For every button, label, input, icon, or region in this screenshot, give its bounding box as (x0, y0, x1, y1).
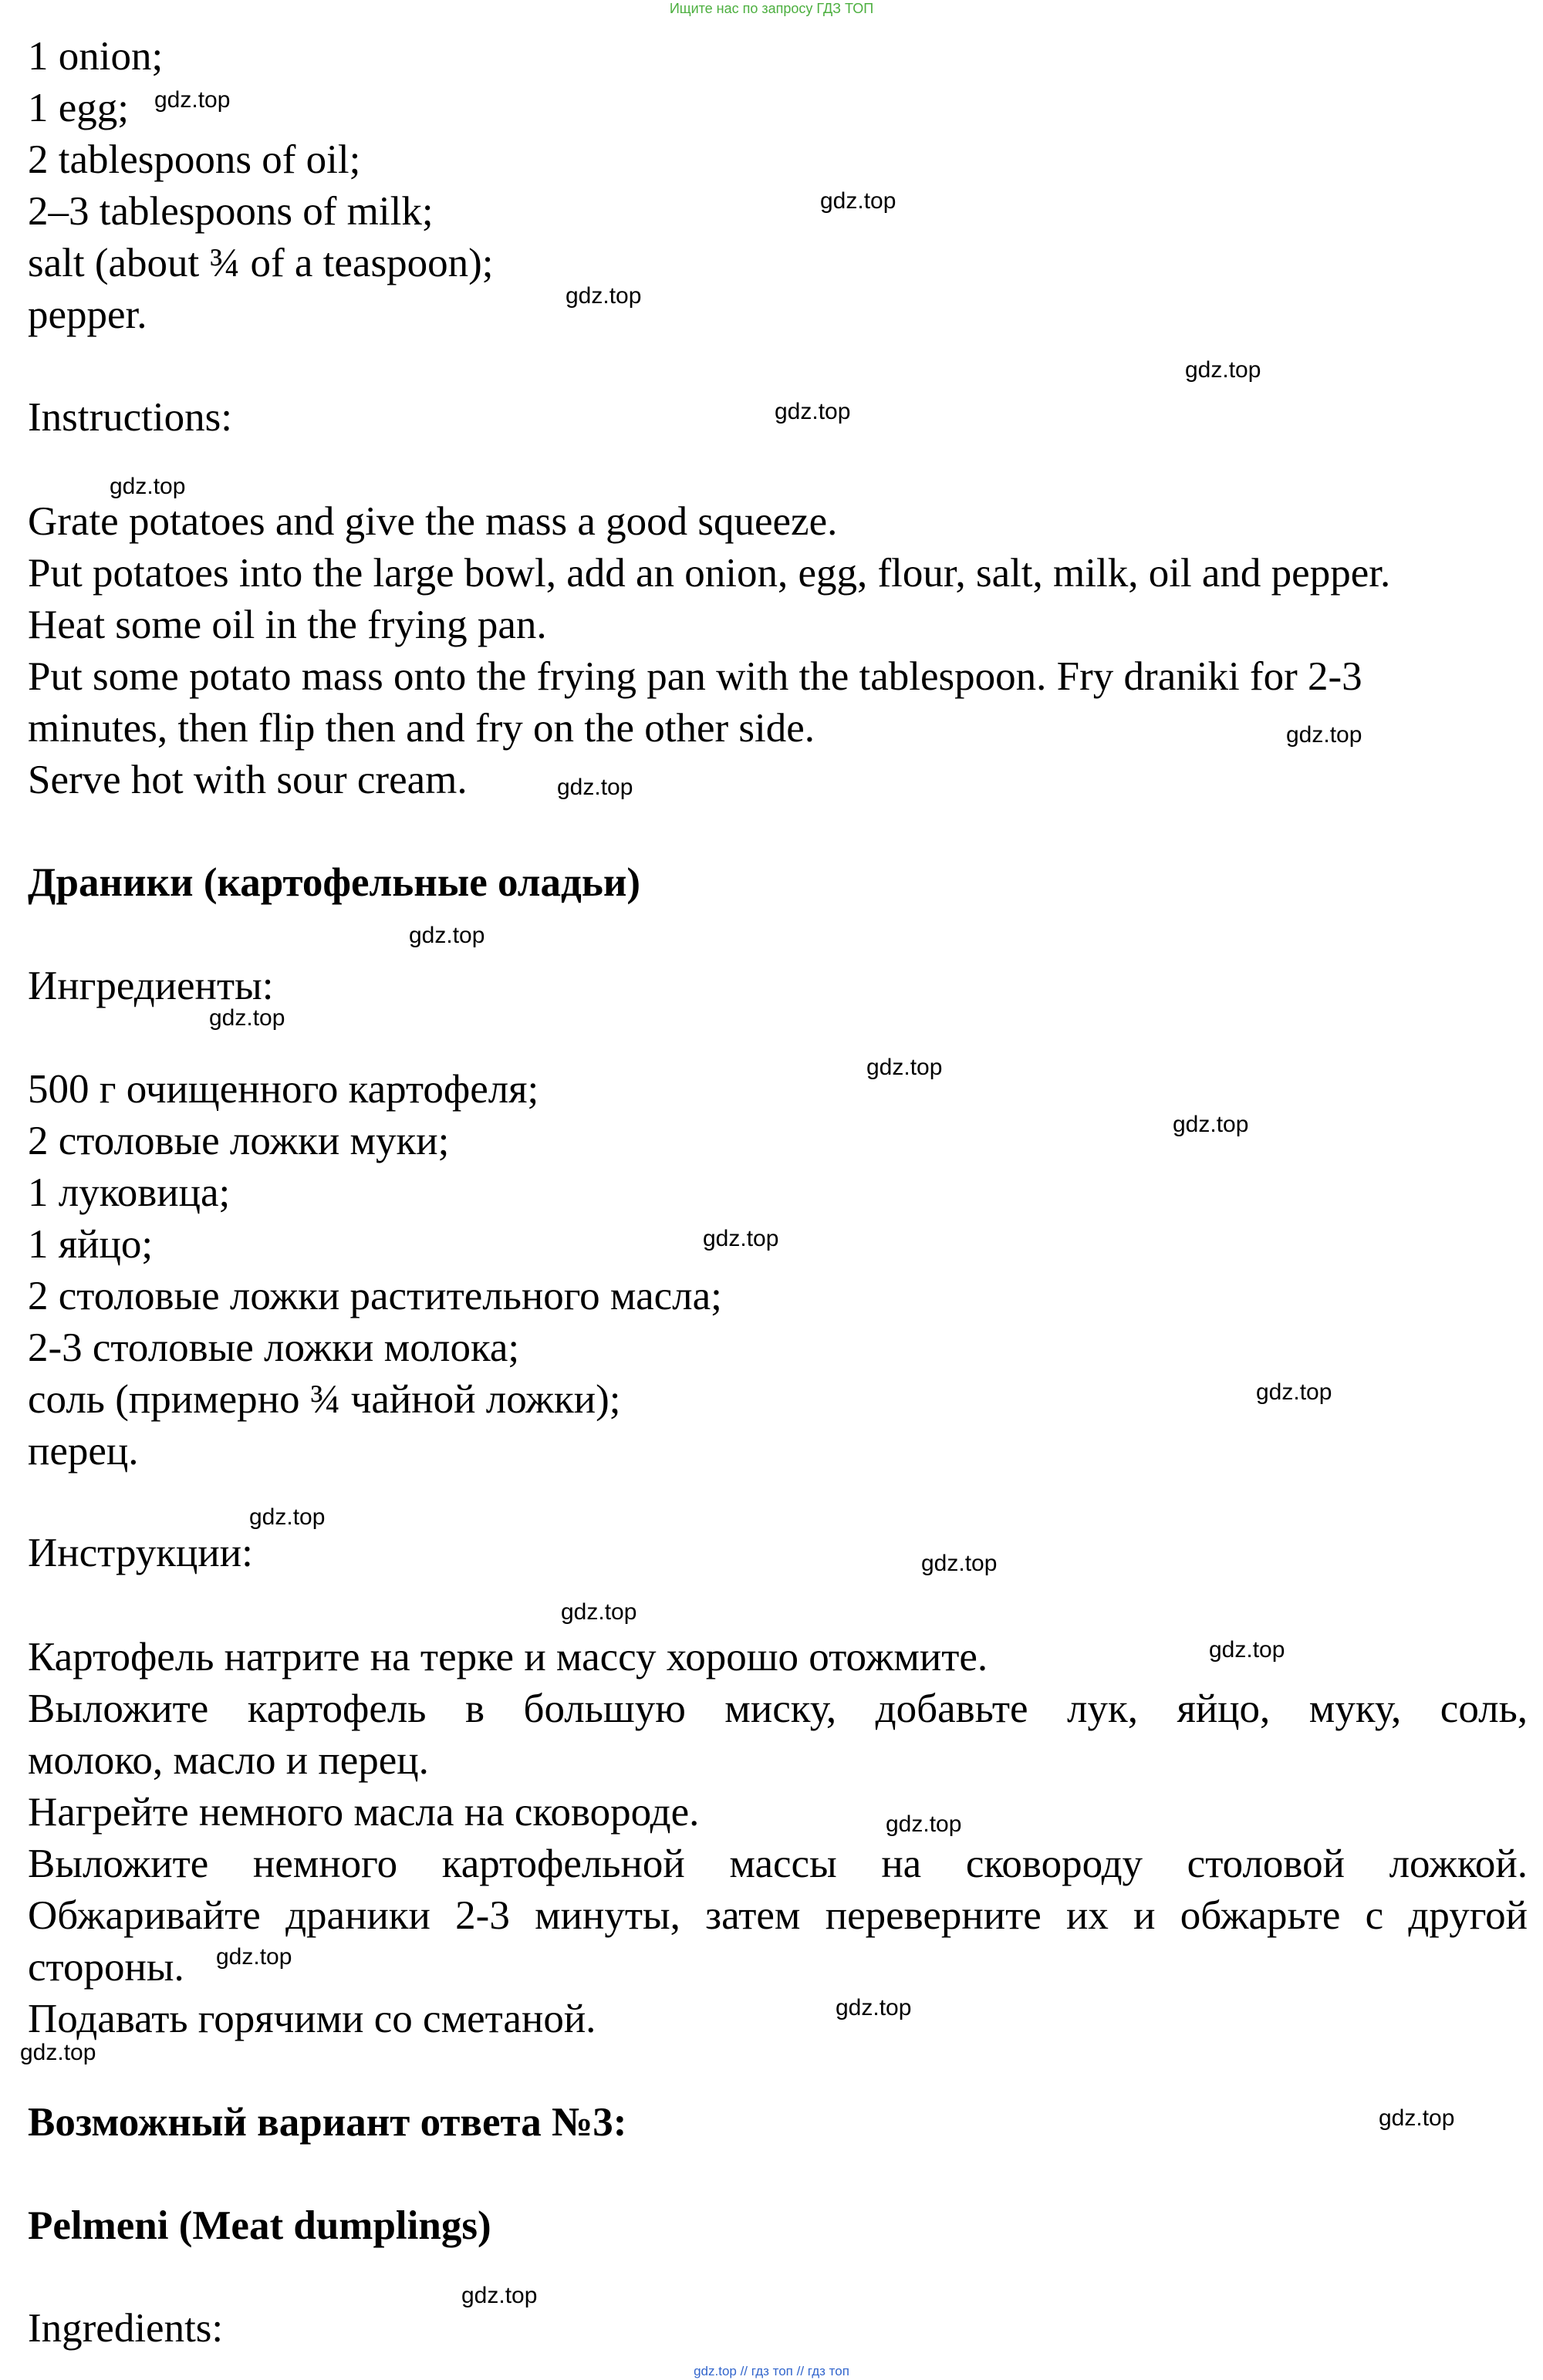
ingredients-heading-ru: Ингредиенты: (28, 964, 274, 1008)
instruction-step: Картофель натрите на терке и массу хорошо отожмите. (28, 1635, 988, 1680)
watermark: gdz.top (154, 87, 231, 113)
watermark: gdz.top (557, 775, 633, 800)
ingredient-line: 1 луковица; (28, 1170, 231, 1215)
watermark: gdz.top (209, 1005, 285, 1031)
watermark: gdz.top (1379, 2105, 1455, 2131)
top-banner[interactable]: Ищите нас по запросу ГДЗ ТОП (669, 1, 874, 16)
watermark: gdz.top (703, 1226, 779, 1251)
watermark: gdz.top (216, 1944, 292, 1970)
watermark: gdz.top (1286, 722, 1362, 748)
watermark: gdz.top (461, 2283, 538, 2308)
ingredient-line: 2 столовые ложки муки; (28, 1119, 450, 1163)
instruction-step: Grate potatoes and give the mass a good squeeze. (28, 499, 838, 544)
ingredient-line: 1 onion; (28, 34, 164, 79)
ingredient-line: 2–3 tablespoons of milk; (28, 189, 434, 234)
watermark: gdz.top (836, 1995, 912, 2020)
instruction-step: Serve hot with sour cream. (28, 758, 468, 802)
watermark: gdz.top (1209, 1637, 1285, 1663)
instruction-step: minutes, then flip then and fry on the other side. (28, 706, 815, 751)
ingredient-line: pepper. (28, 292, 147, 337)
instruction-step: Put potatoes into the large bowl, add an onion, egg, flour, salt, milk, oil and pepper. (28, 551, 1391, 596)
instruction-step: молоко, масло и перец. (28, 1738, 429, 1783)
bottom-banner[interactable]: gdz.top // гдз топ // гдз топ (694, 2364, 849, 2378)
instructions-heading-ru: Инструкции: (28, 1531, 253, 1575)
ingredient-line: salt (about ¾ of a teaspoon); (28, 241, 494, 285)
watermark: gdz.top (20, 2040, 96, 2065)
ingredient-line: соль (примерно ¾ чайной ложки); (28, 1377, 621, 1422)
ingredient-line: 2 tablespoons of oil; (28, 137, 361, 182)
watermark: gdz.top (775, 399, 851, 424)
watermark: gdz.top (110, 474, 186, 499)
watermark: gdz.top (1185, 357, 1261, 383)
instructions-heading-en: Instructions: (28, 395, 232, 440)
watermark: gdz.top (921, 1551, 998, 1576)
instruction-step: Выложите немного картофельной массы на сковороду столовой ложкой. (28, 1842, 1528, 1886)
instruction-step: Обжаривайте драники 2-3 минуты, затем переверните их и обжарьте с другой (28, 1893, 1528, 1938)
watermark: gdz.top (566, 283, 642, 309)
ingredient-line: 2-3 столовые ложки молока; (28, 1325, 520, 1370)
instruction-step: Heat some oil in the frying pan. (28, 603, 547, 647)
watermark: gdz.top (1256, 1379, 1332, 1405)
ingredient-line: 1 egg; (28, 86, 129, 130)
ingredient-line: перец. (28, 1429, 139, 1474)
ingredients-heading-en: Ingredients: (28, 2306, 224, 2351)
watermark: gdz.top (866, 1055, 943, 1080)
watermark: gdz.top (820, 188, 896, 214)
watermark: gdz.top (249, 1504, 326, 1530)
recipe-title-en: Pelmeni (Meat dumplings) (28, 2203, 491, 2248)
watermark: gdz.top (1173, 1112, 1249, 1137)
instruction-step: стороны. (28, 1945, 184, 1990)
instruction-step: Нагрейте немного масла на сковороде. (28, 1790, 700, 1835)
recipe-title-ru: Драники (картофельные оладьи) (28, 860, 641, 905)
instruction-step: Выложите картофель в большую миску, добавьте лук, яйцо, муку, соль, (28, 1686, 1528, 1731)
ingredient-line: 500 г очищенного картофеля; (28, 1067, 539, 1112)
ingredient-line: 2 столовые ложки растительного масла; (28, 1274, 722, 1318)
watermark: gdz.top (886, 1811, 962, 1837)
instruction-step: Подавать горячими со сметаной. (28, 1997, 596, 2041)
instruction-step: Put some potato mass onto the frying pan with the tablespoon. Fry draniki for 2-3 (28, 654, 1362, 699)
variant-heading: Возможный вариант ответа №3: (28, 2100, 627, 2145)
ingredient-line: 1 яйцо; (28, 1222, 154, 1267)
watermark: gdz.top (561, 1599, 637, 1625)
watermark: gdz.top (409, 923, 485, 948)
